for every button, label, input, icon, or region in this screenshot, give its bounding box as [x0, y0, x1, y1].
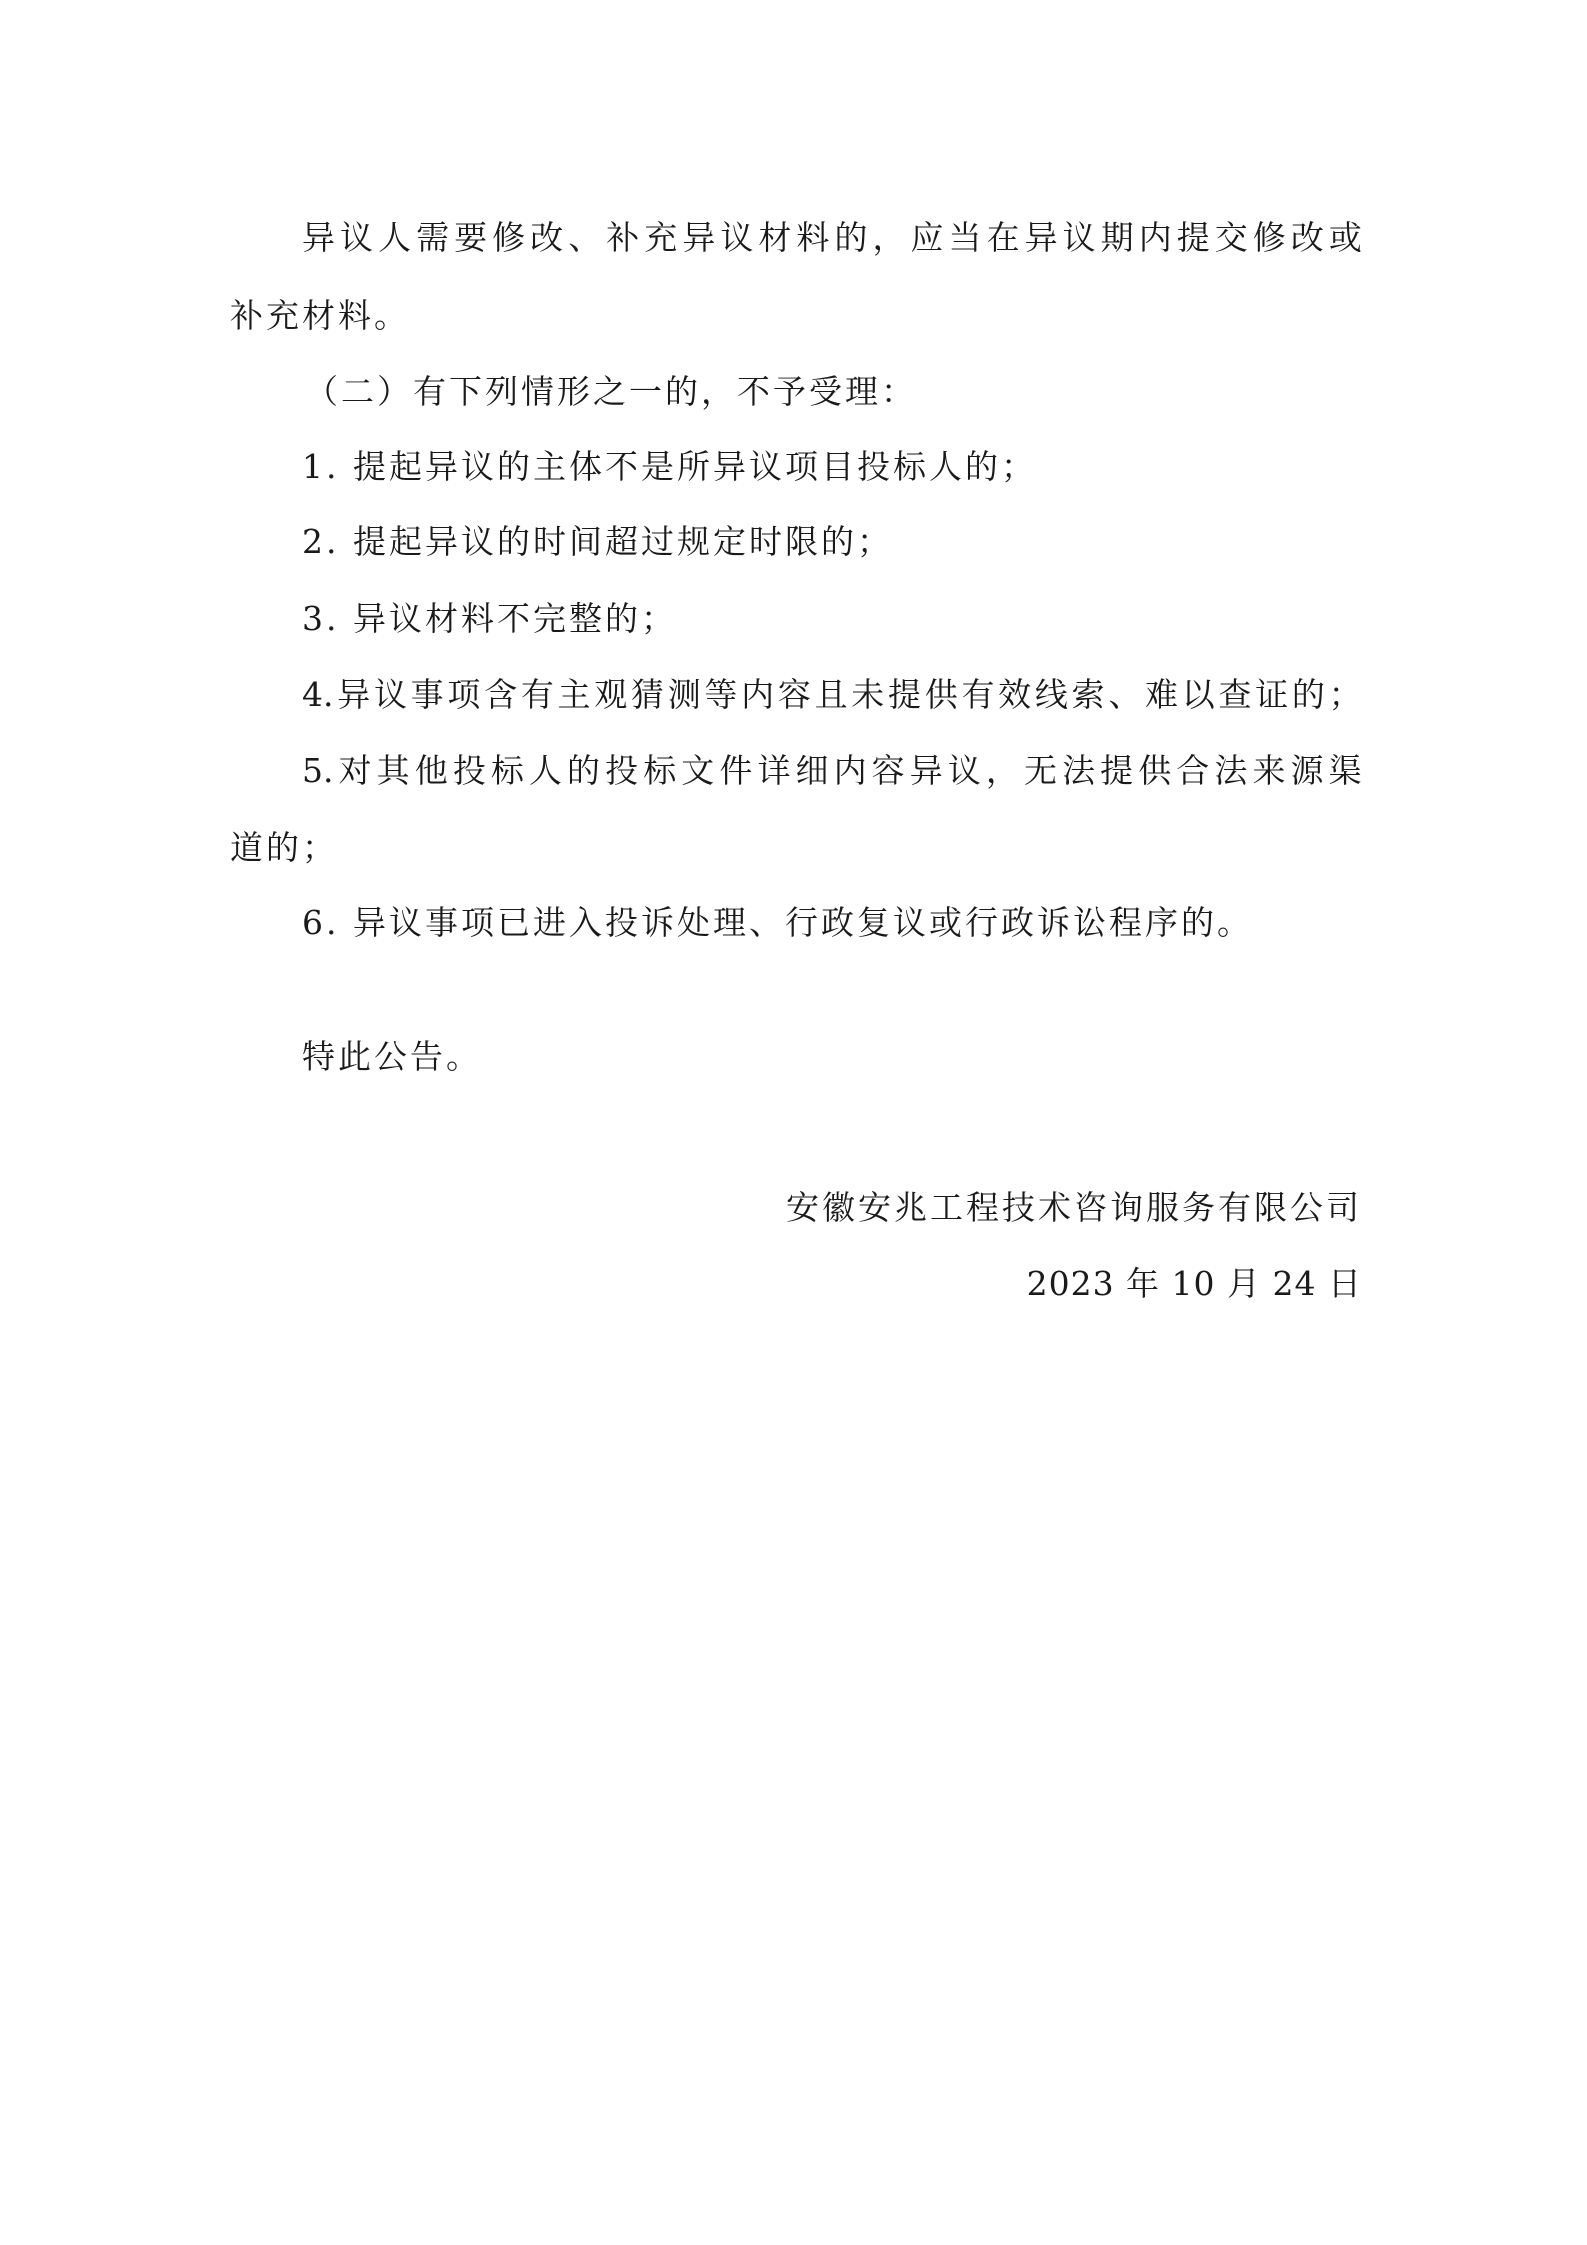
list-item-1: 1. 提起异议的主体不是所异议项目投标人的； — [302, 447, 1037, 486]
closing-statement: 特此公告。 — [302, 1037, 482, 1076]
list-item-2: 2. 提起异议的时间超过规定时限的； — [302, 522, 893, 561]
list-item-6: 6. 异议事项已进入投诉处理、行政复议或行政诉讼程序的。 — [302, 903, 1253, 942]
list-item-5-line-2: 道的； — [230, 828, 338, 867]
list-item-4: 4. 异 议 事 项 含 有 主 观 猜 测 等 内 容 且 未 提 供 有 效 线 索 、 难 以 查 证 的 ； — [302, 675, 1362, 714]
list-item-3: 3. 异议材料不完整的； — [302, 599, 677, 638]
signature-company: 安徽安兆工程技术咨询服务有限公司 — [786, 1188, 1362, 1227]
section-heading-not-accepted: （二）有下列情形之一的，不予受理： — [305, 372, 917, 411]
list-item-5-line-1: 5. 对 其 他 投 标 人 的 投 标 文 件 详 细 内 容 异 议 ， 无 法 提 供 合 法 来 源 渠 — [302, 751, 1362, 790]
signature-date: 2023 年 10 月 24 日 — [1026, 1264, 1362, 1303]
paragraph-revision-line-2: 补充材料。 — [230, 296, 410, 335]
paragraph-revision-line-1: 异 议 人 需 要 修 改 、 补 充 异 议 材 料 的 ， 应 当 在 异 议 期 内 提 交 修 改 或 — [302, 218, 1362, 257]
